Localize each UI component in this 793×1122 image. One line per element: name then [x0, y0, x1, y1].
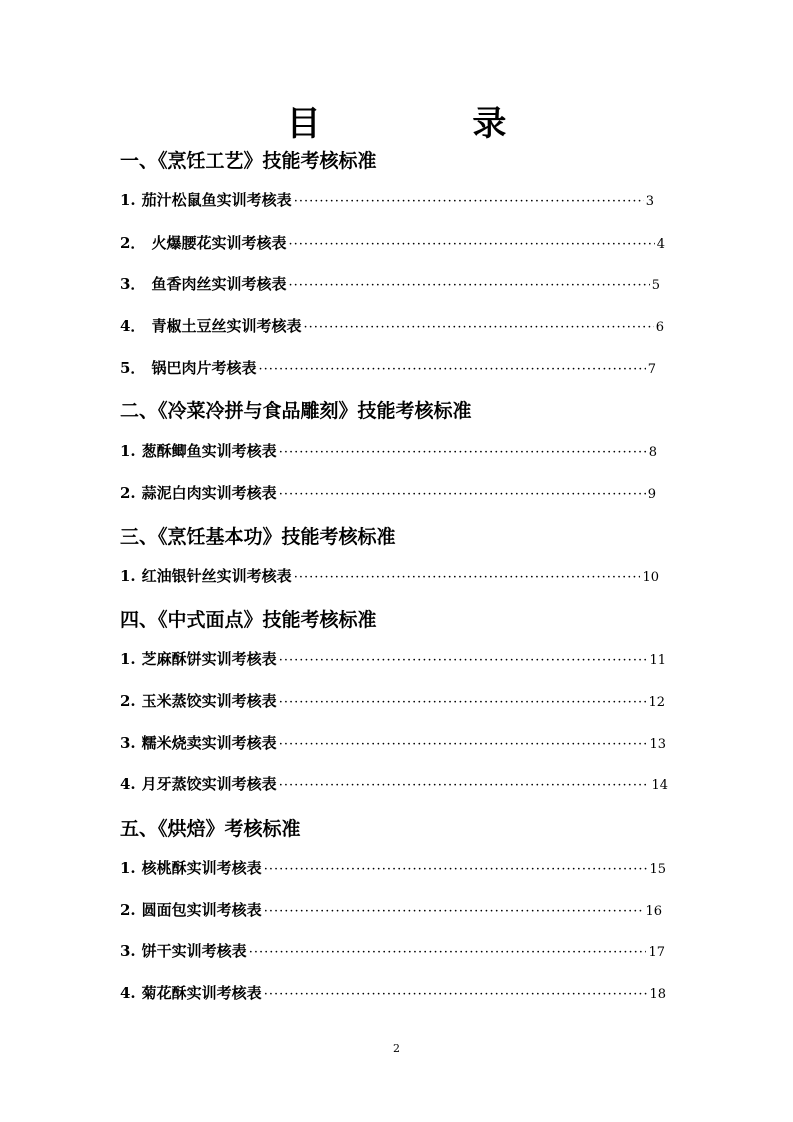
toc-entry[interactable] [120, 648, 666, 669]
dot-leader [279, 695, 647, 710]
toc-entry[interactable] [120, 773, 668, 794]
toc-entry[interactable] [120, 189, 654, 210]
page-number: 2 [393, 1042, 400, 1055]
dot-leader [288, 278, 649, 293]
entry-number: 4． [120, 317, 146, 335]
entry-page: 9 [647, 487, 656, 502]
toc-entry[interactable] [120, 232, 665, 253]
entry-number: 2. [120, 484, 136, 502]
entry-page: 4 [656, 237, 665, 252]
entry-page: 7 [647, 362, 656, 377]
entry-title: 青椒土豆丝实训考核表 [151, 317, 302, 335]
entry-title: 玉米蒸饺实训考核表 [141, 692, 277, 710]
entry-page: 10 [642, 570, 659, 585]
section-heading: 五、《烘焙》考核标准 [120, 818, 301, 840]
section-heading: 四、《中式面点》技能考核标准 [120, 609, 377, 631]
toc-entry[interactable] [120, 690, 665, 711]
page-title: 目 录 [286, 104, 577, 144]
toc-entry[interactable] [120, 273, 660, 294]
toc-entry[interactable] [120, 899, 662, 920]
entry-title: 核桃酥实训考核表 [141, 859, 262, 877]
entry-page: 16 [645, 904, 662, 919]
entry-number: 1. [120, 650, 136, 668]
entry-page: 14 [651, 778, 668, 793]
entry-page: 13 [649, 737, 666, 752]
toc-entry[interactable] [120, 940, 665, 961]
dot-leader [264, 987, 648, 1002]
dot-leader [279, 778, 650, 793]
entry-title: 鱼香肉丝实训考核表 [151, 275, 287, 293]
entry-page: 18 [649, 987, 666, 1002]
dot-leader [279, 487, 646, 502]
toc-entry[interactable] [120, 440, 657, 461]
entry-title: 火爆腰花实训考核表 [151, 234, 287, 252]
entry-title: 月牙蒸饺实训考核表 [141, 775, 277, 793]
dot-leader [288, 237, 654, 252]
entry-number: 2． [120, 234, 146, 252]
entry-page: 12 [648, 695, 665, 710]
dot-leader [264, 904, 644, 919]
toc-entry[interactable] [120, 857, 666, 878]
toc-entry[interactable] [120, 482, 656, 503]
dot-leader [279, 737, 648, 752]
entry-title: 糯米烧卖实训考核表 [141, 734, 277, 752]
entry-title: 茄汁松鼠鱼实训考核表 [141, 191, 292, 209]
entry-title: 锅巴肉片考核表 [151, 359, 257, 377]
dot-leader [303, 320, 653, 335]
entry-number: 1. [120, 567, 136, 585]
section-heading: 一、《烹饪工艺》技能考核标准 [120, 150, 377, 172]
entry-number: 4. [120, 775, 136, 793]
section-heading: 三、《烹饪基本功》技能考核标准 [120, 526, 396, 548]
dot-leader [279, 445, 647, 460]
entry-page: 17 [648, 945, 665, 960]
toc-entry[interactable] [120, 565, 659, 586]
entry-page: 15 [649, 862, 666, 877]
entry-number: 3． [120, 275, 146, 293]
dot-leader [294, 194, 644, 209]
dot-leader [264, 862, 648, 877]
entry-title: 圆面包实训考核表 [141, 901, 262, 919]
toc-entry[interactable] [120, 982, 666, 1003]
entry-page: 11 [649, 653, 666, 668]
entry-page: 6 [655, 320, 664, 335]
entry-number: 5． [120, 359, 146, 377]
entry-number: 1. [120, 442, 136, 460]
toc-entry[interactable] [120, 357, 656, 378]
toc-entry[interactable] [120, 315, 664, 336]
entry-number: 4. [120, 984, 136, 1002]
section-heading: 二、《冷菜冷拼与食品雕刻》技能考核标准 [120, 400, 472, 422]
entry-page: 3 [645, 194, 654, 209]
entry-number: 3. [120, 734, 136, 752]
entry-number: 1. [120, 859, 136, 877]
entry-title: 菊花酥实训考核表 [141, 984, 262, 1002]
entry-page: 8 [648, 445, 657, 460]
entry-number: 2. [120, 901, 136, 919]
dot-leader [279, 653, 648, 668]
dot-leader [258, 362, 645, 377]
dot-leader [249, 945, 647, 960]
entry-title: 饼干实训考核表 [141, 942, 247, 960]
entry-page: 5 [651, 278, 660, 293]
entry-number: 2. [120, 692, 136, 710]
entry-title: 芝麻酥饼实训考核表 [141, 650, 277, 668]
toc-entry[interactable] [120, 732, 666, 753]
entry-number: 1. [120, 191, 136, 209]
entry-number: 3. [120, 942, 136, 960]
entry-title: 葱酥鲫鱼实训考核表 [141, 442, 277, 460]
entry-title: 红油银针丝实训考核表 [141, 567, 292, 585]
entry-title: 蒜泥白肉实训考核表 [141, 484, 277, 502]
dot-leader [294, 570, 641, 585]
